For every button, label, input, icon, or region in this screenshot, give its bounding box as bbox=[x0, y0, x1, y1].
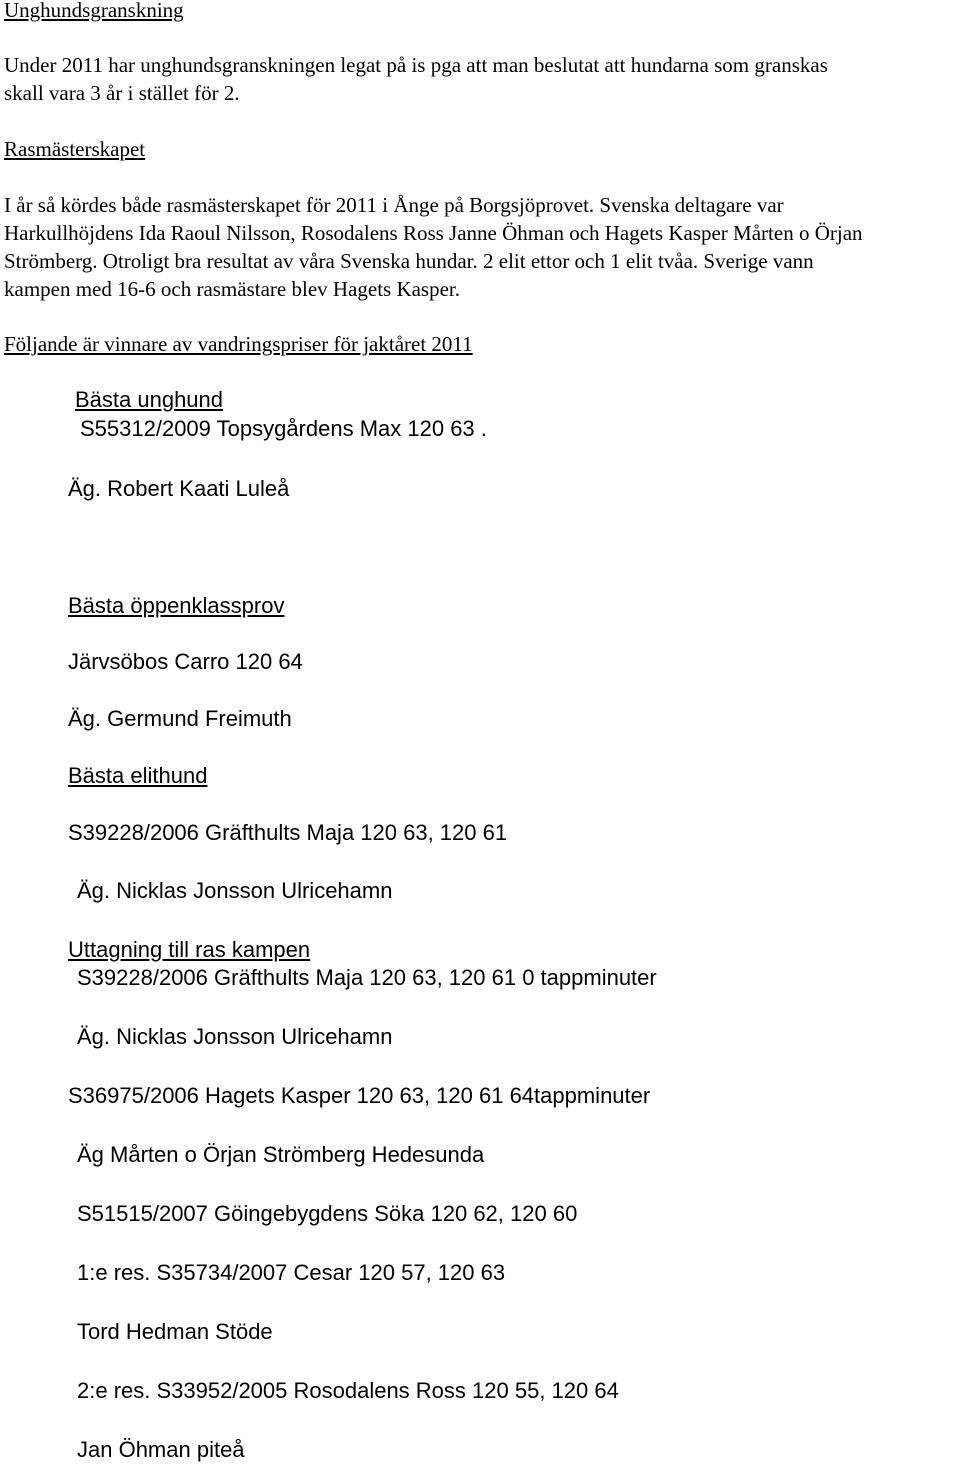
team-entry: Äg. Nicklas Jonsson Ulricehamn bbox=[77, 1024, 393, 1049]
paragraph-line: Harkullhöjdens Ida Raoul Nilsson, Rosodalens Ross Janne Öhman och Hagets Kasper Mårten o Örjan bbox=[4, 221, 863, 245]
team-entry: S39228/2006 Gräfthults Maja 120 63, 120 61 0 tappminuter bbox=[77, 965, 657, 990]
award-title-best-young-dog: Bästa unghund bbox=[75, 387, 224, 412]
award-dog-best-elite-dog: S39228/2006 Gräfthults Maja 120 63, 120 61 bbox=[68, 820, 508, 845]
award-owner-best-elite-dog: Äg. Nicklas Jonsson Ulricehamn bbox=[77, 878, 393, 903]
paragraph-line: kampen med 16-6 och rasmästare blev Hagets Kasper. bbox=[4, 277, 461, 301]
team-entry: Äg Mårten o Örjan Strömberg Hedesunda bbox=[77, 1142, 485, 1167]
award-owner-best-young-dog: Äg. Robert Kaati Luleå bbox=[68, 476, 290, 501]
heading-breed-championship: Rasmästerskapet bbox=[4, 137, 146, 161]
award-title-best-open-class: Bästa öppenklassprov bbox=[68, 593, 285, 618]
team-entry: Tord Hedman Stöde bbox=[77, 1319, 273, 1344]
award-owner-best-open-class: Äg. Germund Freimuth bbox=[68, 706, 292, 731]
team-entry: S36975/2006 Hagets Kasper 120 63, 120 61 64tappminuter bbox=[68, 1083, 651, 1108]
heading-puppy-review: Unghundsgranskning bbox=[4, 0, 184, 22]
team-entry: S51515/2007 Göingebygdens Söka 120 62, 120 60 bbox=[77, 1201, 578, 1226]
team-entry: Jan Öhman piteå bbox=[77, 1437, 245, 1462]
paragraph-puppy-review bbox=[4, 51, 960, 107]
team-entry: 1:e res. S35734/2007 Cesar 120 57, 120 63 bbox=[77, 1260, 506, 1285]
award-title-best-elite-dog: Bästa elithund bbox=[68, 763, 208, 788]
paragraph-line: Strömberg. Otroligt bra resultat av våra Svenska hundar. 2 elit ettor och 1 elit tvåa. Sverige vann bbox=[4, 249, 814, 273]
paragraph-breed-championship bbox=[4, 191, 960, 303]
heading-trophies: Följande är vinnare av vandringspriser för jaktåret 2011 bbox=[4, 332, 473, 356]
award-title-breed-team-selection: Uttagning till ras kampen bbox=[68, 937, 311, 962]
paragraph-line: Under 2011 har unghundsgranskningen legat på is pga att man beslutat att hundarna som granskas bbox=[4, 53, 828, 77]
award-dog-best-young-dog: S55312/2009 Topsygårdens Max 120 63 . bbox=[80, 416, 487, 441]
paragraph-line: I år så kördes både rasmästerskapet för 2011 i Ånge på Borgsjöprovet. Svenska deltagare var bbox=[4, 193, 784, 217]
award-dog-best-open-class: Järvsöbos Carro 120 64 bbox=[68, 649, 303, 674]
paragraph-line: skall vara 3 år i stället för 2. bbox=[4, 81, 240, 105]
team-entry: 2:e res. S33952/2005 Rosodalens Ross 120 55, 120 64 bbox=[77, 1378, 619, 1403]
